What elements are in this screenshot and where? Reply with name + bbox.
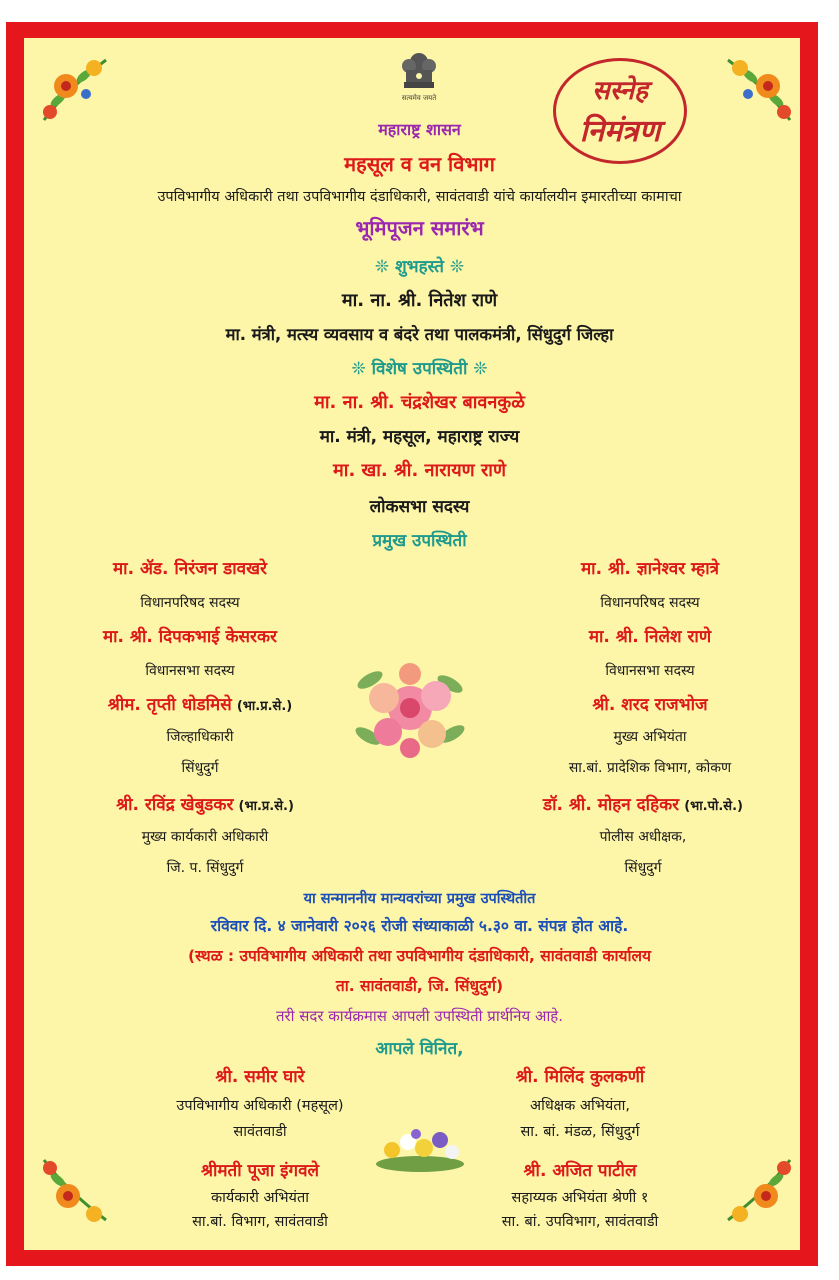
prominent-left-4	[40, 792, 370, 877]
venue-line-2: ता. सावंतवाडी, जि. सिंधुदुर्ग)	[335, 977, 504, 995]
host-name: श्री. मिलिंद कुलकर्णी	[515, 1067, 645, 1087]
guest-title: विधानसभा सदस्य	[605, 663, 695, 679]
host-place: सावंतवाडी	[233, 1124, 287, 1140]
event-title: भूमिपूजन समारंभ	[355, 216, 484, 240]
prominent-left-3	[40, 692, 360, 777]
host-title: अधिक्षक अभियंता,	[530, 1098, 630, 1114]
sincerely-line: आपले विनित,	[375, 1039, 464, 1059]
guest-title: विधानपरिषद सदस्य	[140, 595, 240, 611]
prominent-heading: प्रमुख उपस्थिती	[372, 531, 467, 551]
chief-guest-name: मा. ना. श्री. नितेश राणे	[341, 290, 498, 311]
prominent-right-1	[500, 556, 800, 612]
host-title: उपविभागीय अधिकारी (महसूल)	[176, 1098, 344, 1114]
guest-place: जि. प. सिंधुदुर्ग	[166, 860, 244, 876]
host-name: श्री. अजित पाटील	[523, 1161, 637, 1181]
host-4	[430, 1158, 730, 1231]
prominent-right-3	[500, 692, 800, 777]
special-guest-1-name: मा. ना. श्री. चंद्रशेखर बावनकुळे	[314, 392, 525, 413]
guest-title: पोलीस अधीक्षक,	[599, 829, 687, 845]
flower-arrangement-icon	[372, 1120, 468, 1176]
chief-guest-heading: ❊ शुभहस्ते ❊	[374, 257, 465, 277]
guest-title: जिल्हाधिकारी	[166, 729, 234, 745]
host-place: सा.बां. विभाग, सावंतवाडी	[192, 1214, 328, 1230]
special-guest-2-title: लोकसभा सदस्य	[369, 497, 470, 517]
national-emblem-icon	[394, 44, 444, 94]
emblem-motto: सत्यमेव जयते	[401, 94, 437, 102]
prominent-left-1	[40, 556, 340, 612]
guest-name: मा. श्री. ज्ञानेश्वर म्हात्रे	[581, 559, 719, 579]
guest-name: मा. श्री. निलेश राणे	[588, 627, 712, 647]
guest-name: डॉ. श्री. मोहन दहिकर	[543, 795, 680, 815]
guest-title: मुख्य अभियंता	[613, 729, 687, 745]
host-name: श्री. समीर घारे	[215, 1067, 305, 1087]
prominent-right-2	[500, 624, 800, 680]
host-1	[110, 1064, 410, 1141]
guest-title: विधानपरिषद सदस्य	[600, 595, 700, 611]
request-line: तरी सदर कार्यक्रमास आपली उपस्थिती प्रार्थनिय आहे.	[275, 1007, 564, 1025]
host-name: श्रीमती पूजा इंगवले	[200, 1161, 320, 1181]
datetime-line: रविवार दि. ४ जानेवारी २०२६ रोजी संध्याकाळी ५.३० वा. संपन्न होत आहे.	[210, 917, 629, 935]
host-title: कार्यकारी अभियंता	[211, 1190, 309, 1206]
badge-line-1: सस्नेह	[592, 76, 648, 106]
guest-place: सा.बां. प्रादेशिक विभाग, कोकण	[568, 760, 732, 776]
guest-service: (भा.पो.से.)	[684, 799, 743, 814]
badge-line-2: निमंत्रण	[579, 114, 661, 149]
office-line: उपविभागीय अधिकारी तथा उपविभागीय दंडाधिकारी, सावंतवाडी यांचे कार्यालयीन इमारतीच्या कामाचा	[157, 189, 682, 205]
guest-service: (भा.प्र.से.)	[238, 799, 294, 814]
chief-guest-title: मा. मंत्री, मत्स्य व्यवसाय व बंदरे तथा पालकमंत्री, सिंधुदुर्ग जिल्हा	[225, 325, 614, 344]
host-3	[110, 1158, 410, 1231]
host-title: सहाय्यक अभियंता श्रेणी १	[511, 1190, 649, 1206]
host-place: सा. बां. उपविभाग, सावंतवाडी	[501, 1214, 659, 1230]
guest-title: मुख्य कार्यकारी अधिकारी	[141, 829, 269, 845]
guest-name: श्रीम. तृप्ती धोडमिसे	[107, 695, 232, 715]
venue-line-1: (स्थळ : उपविभागीय अधिकारी तथा उपविभागीय दंडाधिकारी, सावंतवाडी कार्यालय	[188, 947, 651, 965]
guest-name: मा. श्री. दिपकभाई केसरकर	[102, 627, 278, 647]
host-place: सा. बां. मंडळ, सिंधुदुर्ग	[520, 1124, 640, 1140]
special-guest-2-name: मा. खा. श्री. नारायण राणे	[333, 460, 506, 481]
guest-title: विधानसभा सदस्य	[145, 663, 235, 679]
guest-place: सिंधुदुर्ग	[624, 860, 662, 876]
guest-place: सिंधुदुर्ग	[181, 760, 219, 776]
special-guest-1-title: मा. मंत्री, महसूल, महाराष्ट्र राज्य	[319, 427, 520, 447]
special-guests-heading: ❊ विशेष उपस्थिती ❊	[351, 359, 488, 379]
guest-name: श्री. रविंद्र खेबुडकर	[116, 795, 234, 815]
flower-corner-icon	[36, 1150, 116, 1230]
guest-name: श्री. शरद राजभोज	[592, 695, 708, 715]
host-2	[430, 1064, 730, 1141]
presence-line: या सन्माननीय मान्यवरांच्या प्रमुख उपस्थितीत	[303, 891, 536, 907]
guest-name: मा. ॲड. निरंजन डावखरे	[113, 559, 267, 579]
prominent-right-4	[478, 792, 808, 877]
prominent-left-2	[40, 624, 340, 680]
guest-service: (भा.प्र.से.)	[236, 699, 293, 714]
flower-bouquet-icon	[350, 650, 470, 766]
dept-name: महसूल व वन विभाग	[344, 152, 495, 176]
govt-name: महाराष्ट्र शासन	[378, 120, 461, 139]
invitation-badge	[553, 58, 687, 164]
flower-corner-icon	[718, 1150, 798, 1230]
